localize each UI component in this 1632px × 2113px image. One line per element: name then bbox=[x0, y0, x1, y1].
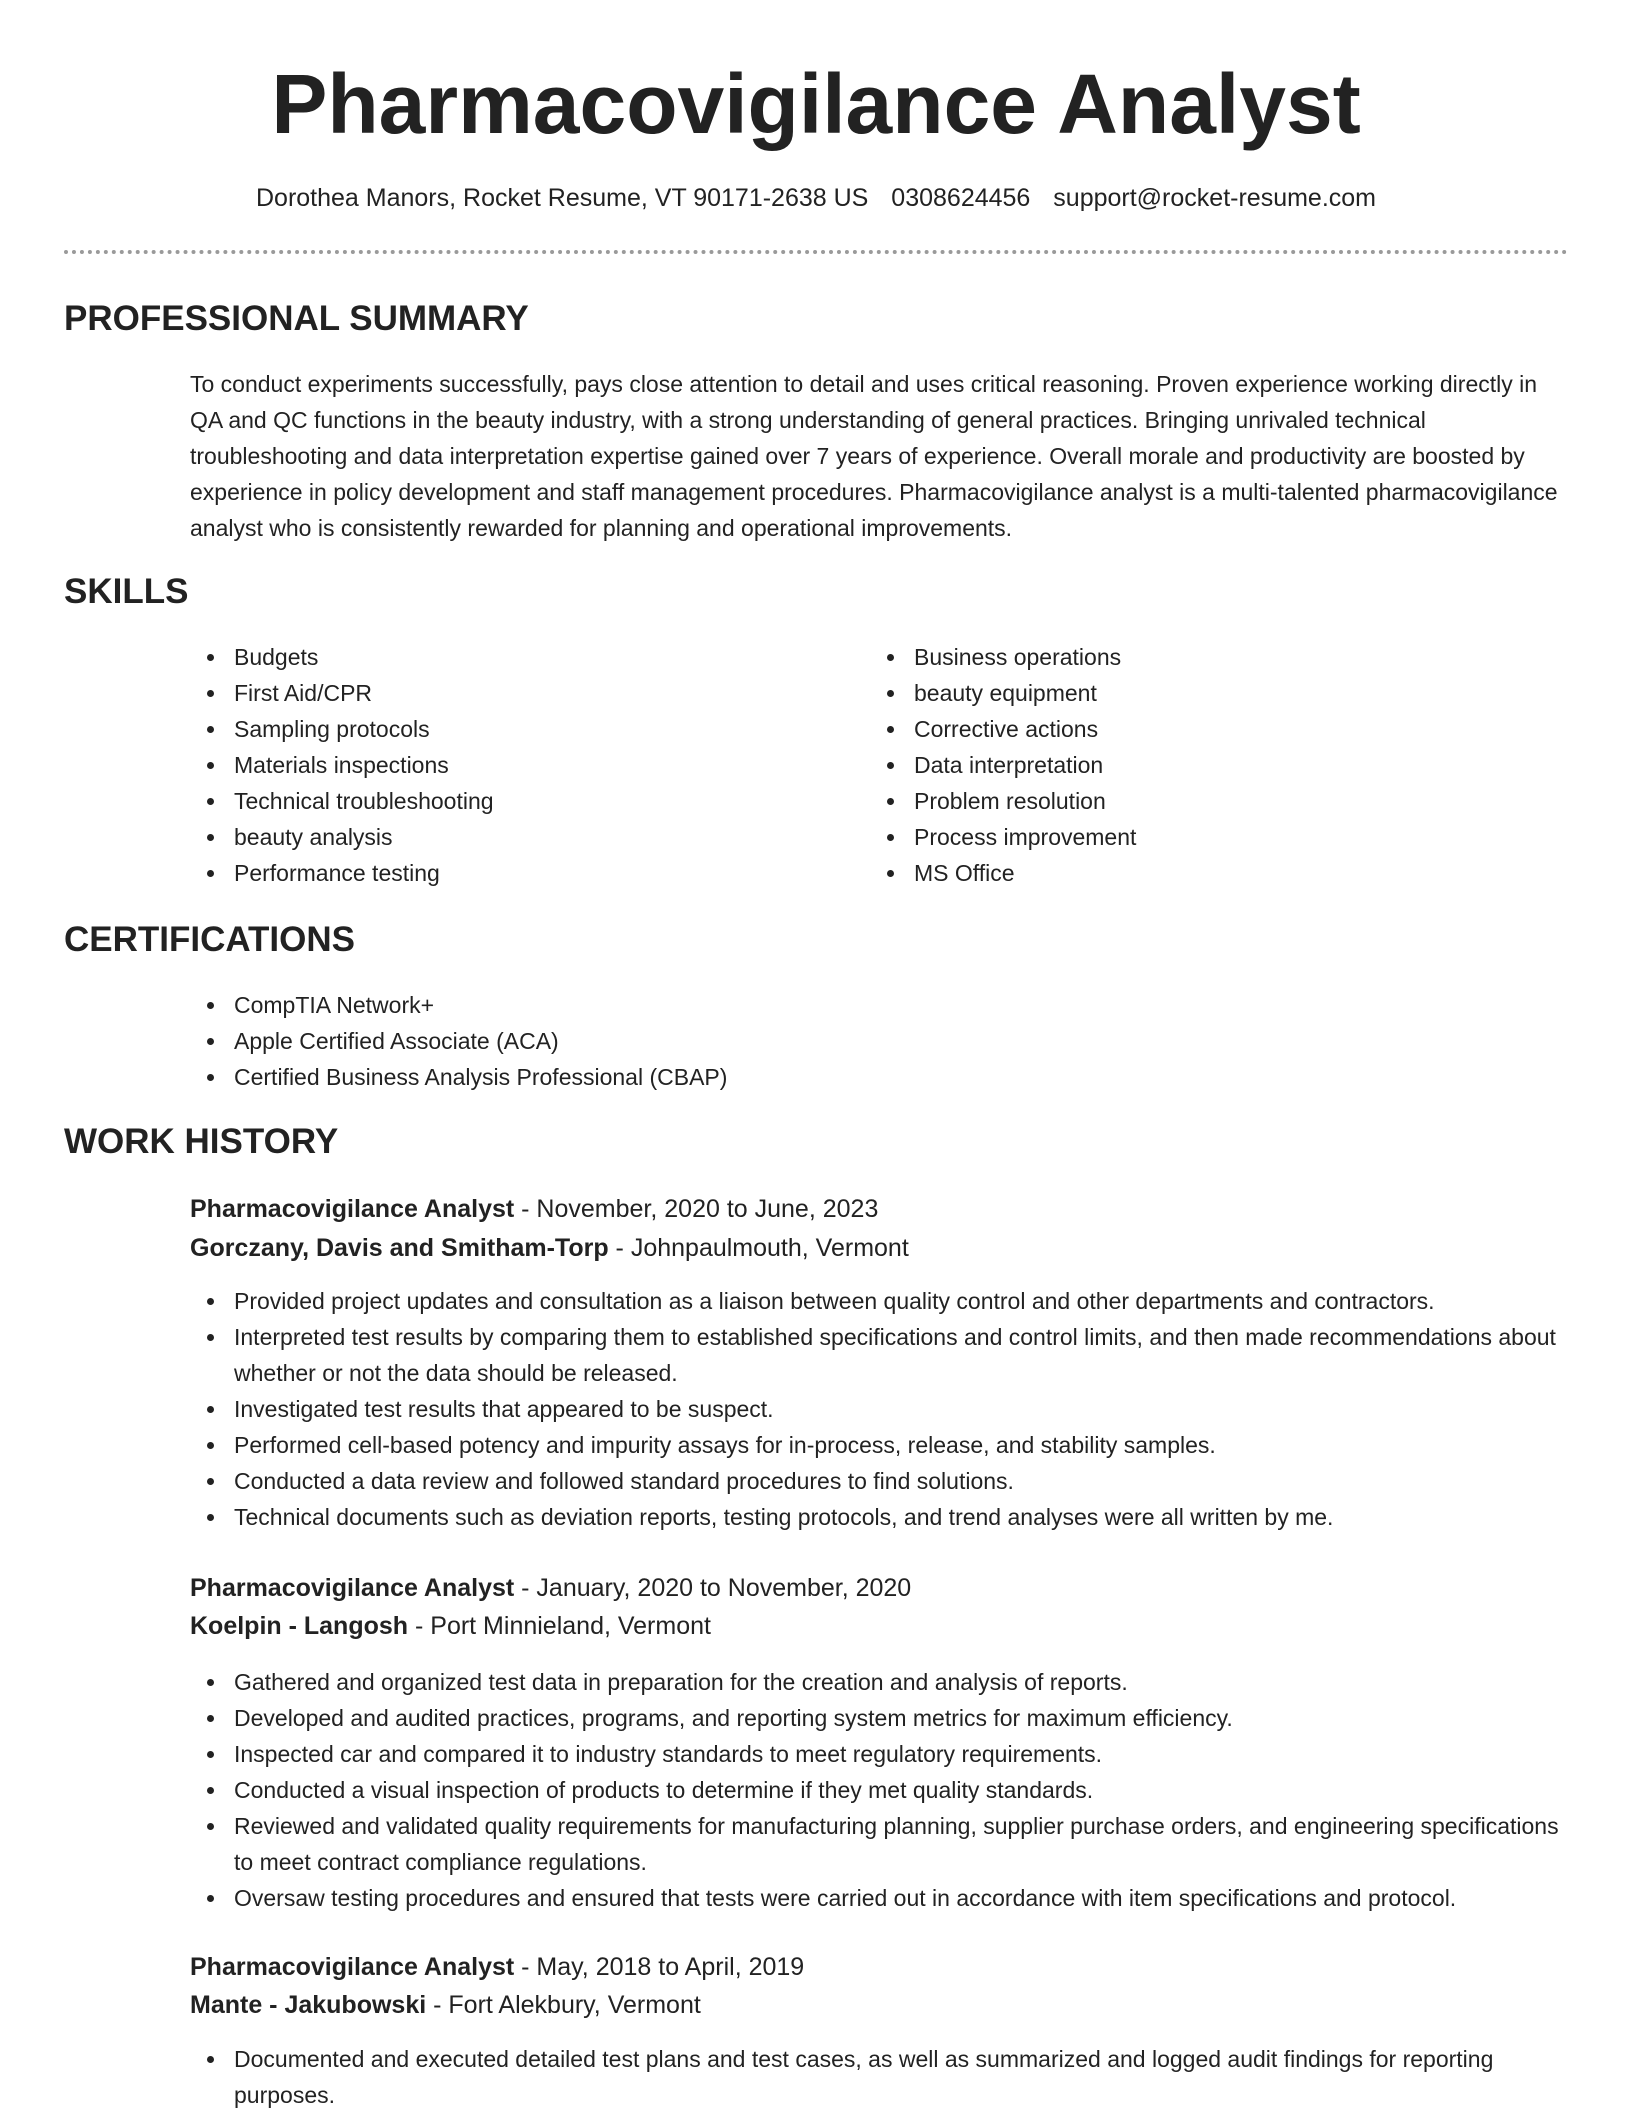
skill-item: Performance testing bbox=[190, 855, 494, 891]
job-location: - Port Minnieland, Vermont bbox=[408, 1612, 711, 1640]
job-2-title-line bbox=[190, 1569, 911, 1607]
job-3-bullets bbox=[190, 2041, 1570, 2113]
job-bullet: Oversaw testing procedures and ensured that tests were carried out in accordance with item specifications and protocol. bbox=[190, 1880, 1570, 1916]
job-location: - Fort Alekbury, Vermont bbox=[426, 1991, 701, 2019]
job-1-company-line bbox=[190, 1229, 909, 1267]
job-3-company-line bbox=[190, 1986, 701, 2024]
job-bullet: Investigated test results that appeared to be suspect. bbox=[190, 1391, 1570, 1427]
job-company: Mante - Jakubowski bbox=[190, 1991, 427, 2019]
work-history-heading: WORK HISTORY bbox=[64, 1122, 339, 1161]
contact-line bbox=[0, 182, 1632, 214]
job-location: - Johnpaulmouth, Vermont bbox=[608, 1234, 909, 1262]
certifications-list bbox=[190, 987, 727, 1095]
skill-item: Sampling protocols bbox=[190, 711, 494, 747]
certification-item: Apple Certified Associate (ACA) bbox=[190, 1023, 727, 1059]
job-bullet: Conducted a visual inspection of products to determine if they met quality standards. bbox=[190, 1772, 1570, 1808]
skills-list-right bbox=[870, 639, 1136, 891]
skill-item: Corrective actions bbox=[870, 711, 1136, 747]
skill-item: Data interpretation bbox=[870, 747, 1136, 783]
skill-item: Business operations bbox=[870, 639, 1136, 675]
job-company: Koelpin - Langosh bbox=[190, 1612, 409, 1640]
job-2-company-line bbox=[190, 1607, 711, 1645]
job-bullet: Technical documents such as deviation reports, testing protocols, and trend analyses were all written by me. bbox=[190, 1499, 1570, 1535]
job-company: Gorczany, Davis and Smitham-Torp bbox=[190, 1234, 609, 1262]
contact-address: Dorothea Manors, Rocket Resume, VT 90171-2638 US bbox=[255, 184, 869, 212]
job-title: Pharmacovigilance Analyst bbox=[190, 1195, 515, 1223]
job-bullet: Performed cell-based potency and impurity assays for in-process, release, and stability samples. bbox=[190, 1427, 1570, 1463]
resume-title: Pharmacovigilance Analyst bbox=[271, 57, 1361, 151]
skill-item: Materials inspections bbox=[190, 747, 494, 783]
skill-item: Process improvement bbox=[870, 819, 1136, 855]
job-1-bullets bbox=[190, 1283, 1570, 1535]
job-bullet: Documented and executed detailed test plans and test cases, as well as summarized and logged audit findings for reporting purposes. bbox=[190, 2041, 1570, 2113]
job-dates: - May, 2018 to April, 2019 bbox=[514, 1953, 805, 1981]
job-title: Pharmacovigilance Analyst bbox=[190, 1953, 515, 1981]
certifications-heading: CERTIFICATIONS bbox=[64, 920, 356, 959]
header-divider bbox=[64, 250, 1568, 254]
skills-heading: SKILLS bbox=[64, 572, 189, 611]
skill-item: Problem resolution bbox=[870, 783, 1136, 819]
skill-item: beauty analysis bbox=[190, 819, 494, 855]
job-bullet: Developed and audited practices, programs, and reporting system metrics for maximum efficiency. bbox=[190, 1700, 1570, 1736]
job-bullet: Interpreted test results by comparing them to established specifications and control limits, and then made recommendations about whether or not the data should be released. bbox=[190, 1319, 1570, 1391]
summary-text: To conduct experiments successfully, pays close attention to detail and uses critical reasoning. Proven experience working directly in QA and QC functions in the beauty industry, with a strong understanding of general practices. Bringing unrivaled technical troubleshooting and data interpretation expertise gained over 7 years of experience. Overall morale and productivity are boosted by experience in policy development and staff management procedures. Pharmacovigilance analyst is a multi-talented pharmacovigilance analyst who is consistently rewarded for planning and operational improvements. bbox=[190, 371, 1558, 541]
skills-list-left bbox=[190, 639, 494, 891]
job-1-title-line bbox=[190, 1190, 878, 1228]
skill-item: MS Office bbox=[870, 855, 1136, 891]
job-bullet: Inspected car and compared it to industry standards to meet regulatory requirements. bbox=[190, 1736, 1570, 1772]
job-title: Pharmacovigilance Analyst bbox=[190, 1574, 515, 1602]
contact-phone: 0308624456 bbox=[891, 184, 1031, 212]
summary-heading: PROFESSIONAL SUMMARY bbox=[64, 299, 529, 338]
job-bullet: Provided project updates and consultation as a liaison between quality control and other departments and contractors. bbox=[190, 1283, 1570, 1319]
skill-item: Technical troubleshooting bbox=[190, 783, 494, 819]
job-bullet: Gathered and organized test data in preparation for the creation and analysis of reports. bbox=[190, 1664, 1570, 1700]
skill-item: Budgets bbox=[190, 639, 494, 675]
job-dates: - November, 2020 to June, 2023 bbox=[514, 1195, 879, 1223]
job-3-title-line bbox=[190, 1948, 804, 1986]
contact-email: support@rocket-resume.com bbox=[1053, 184, 1377, 212]
skill-item: beauty equipment bbox=[870, 675, 1136, 711]
job-dates: - January, 2020 to November, 2020 bbox=[514, 1574, 912, 1602]
job-2-bullets bbox=[190, 1664, 1570, 1916]
job-bullet: Conducted a data review and followed standard procedures to find solutions. bbox=[190, 1463, 1570, 1499]
certification-item: CompTIA Network+ bbox=[190, 987, 727, 1023]
skill-item: First Aid/CPR bbox=[190, 675, 494, 711]
job-bullet: Reviewed and validated quality requirements for manufacturing planning, supplier purchase orders, and engineering specifications to meet contract compliance regulations. bbox=[190, 1808, 1570, 1880]
certification-item: Certified Business Analysis Professional (CBAP) bbox=[190, 1059, 727, 1095]
